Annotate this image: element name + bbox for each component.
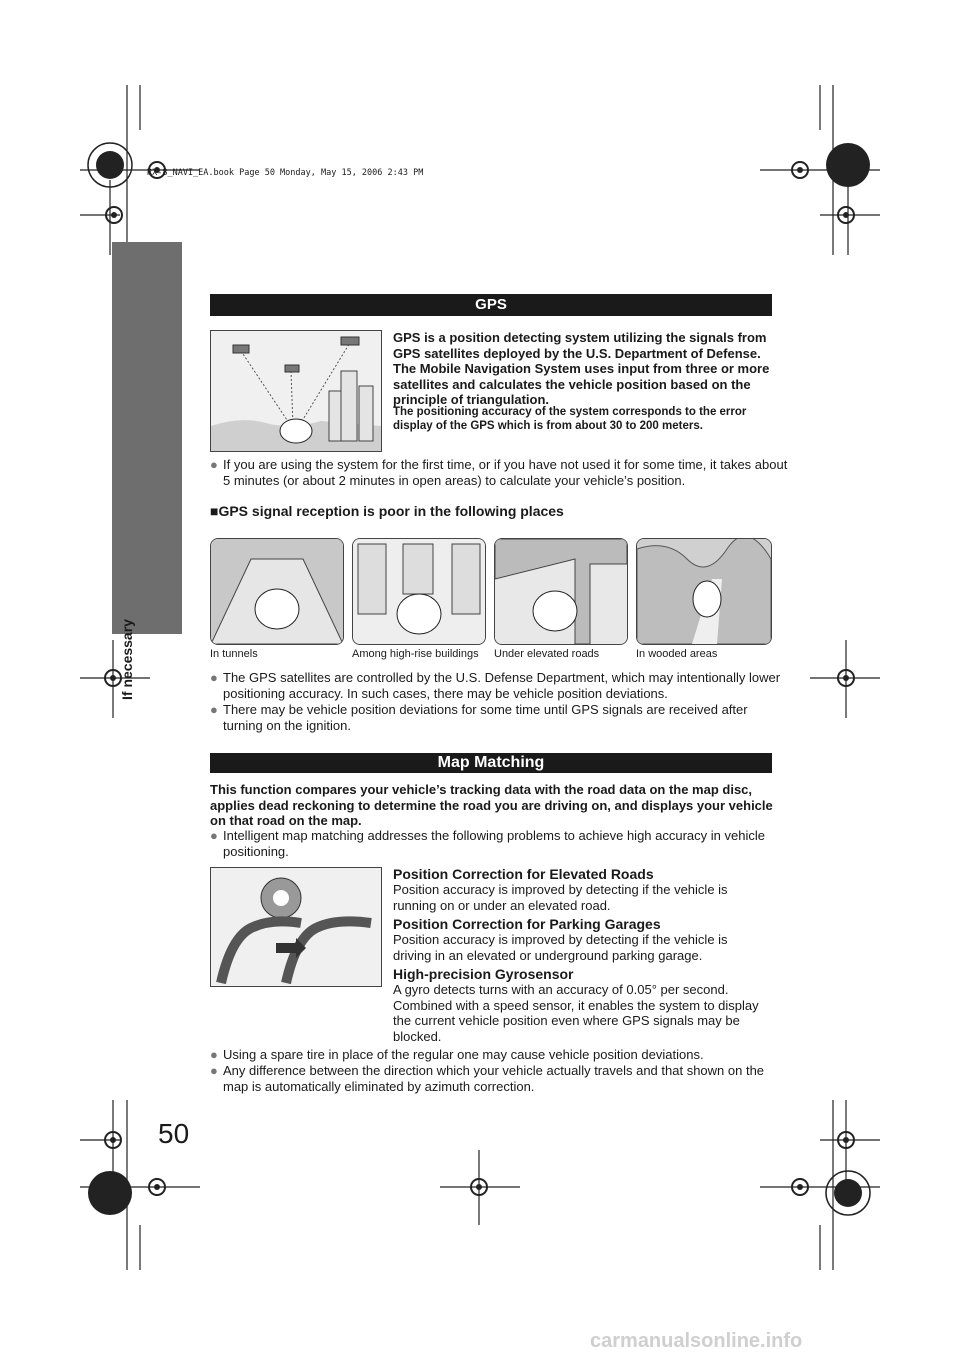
- feature-text-gyro: A gyro detects turns with an accuracy of 0.05° per second. Combined with a speed sensor, it enables the system to display the current vehicle position even where GPS signals may be blocked.: [393, 982, 759, 1044]
- bullet-dot-icon: ●: [210, 1063, 218, 1078]
- caption-elevated-roads: Under elevated roads: [494, 648, 600, 660]
- map-matching-illustration: [210, 867, 382, 987]
- bullet-dot-icon: ●: [210, 702, 218, 717]
- caption-high-rise: Among high-rise buildings: [352, 648, 479, 660]
- map-matching-intro: This function compares your vehicle’s tracking data with the road data on the map disc, applies dead reckoning to determine the road you are driving on, and displays your vehicle on that road on the map.: [210, 782, 773, 828]
- gps-bullet-defense: ● The GPS satellites are controlled by the U.S. Defense Department, which may intentionally lower positioning accuracy. In such cases, there may be vehicle position deviations.: [210, 670, 781, 701]
- gps-accuracy-note: The positioning accuracy of the system corresponds to the error display of the GPS which is from about 30 to 200 meters.: [393, 406, 747, 432]
- gps-satellite-illustration: [210, 330, 382, 452]
- map-matching-bullet-spare-tire: ● Using a spare tire in place of the regular one may cause vehicle position deviations.: [210, 1047, 704, 1062]
- feature-text-parking: Position accuracy is improved by detecting if the vehicle is driving in an elevated or underground parking garage.: [393, 932, 728, 963]
- feature-text-elevated: Position accuracy is improved by detecting if the vehicle is running on or under an elevated road.: [393, 882, 728, 913]
- gps-banner: GPS: [210, 294, 772, 316]
- bullet-dot-icon: ●: [210, 828, 218, 843]
- bullet-dot-icon: ●: [210, 1047, 218, 1062]
- page-number: 50: [158, 1118, 190, 1149]
- map-matching-bullet-azimuth: ● Any difference between the direction which your vehicle actually travels and that shown on the map is automatically eliminated by azimuth correction.: [210, 1063, 765, 1094]
- high-rise-illustration: [352, 538, 486, 645]
- gps-bullet-ignition: ● There may be vehicle position deviations for some time until GPS signals are received after turning on the ignition.: [210, 702, 748, 733]
- gps-intro: GPS is a position detecting system utilizing the signals from GPS satellites deployed by the U.S. Department of Defense. The Mobile Navigation System uses input from three or more satellites and calculates the vehicle position based on the principle of triangulation.: [393, 330, 770, 407]
- gps-poor-reception-heading: ■GPS signal reception is poor in the following places: [210, 503, 564, 519]
- bullet-dot-icon: ●: [210, 457, 218, 472]
- elevated-road-illustration: [494, 538, 628, 645]
- bullet-dot-icon: ●: [210, 670, 218, 685]
- feature-title-elevated: Position Correction for Elevated Roads: [393, 866, 654, 882]
- section-side-tab: [112, 242, 182, 634]
- map-matching-bullet-intelligent: ● Intelligent map matching addresses the following problems to achieve high accuracy in vehicle positioning.: [210, 828, 765, 859]
- feature-title-parking: Position Correction for Parking Garages: [393, 916, 661, 932]
- feature-title-gyro: High-precision Gyrosensor: [393, 966, 574, 982]
- map-matching-banner: Map Matching: [210, 753, 772, 773]
- print-header: RX-8_NAVI_EA.book Page 50 Monday, May 15, 2006 2:43 PM: [147, 168, 424, 178]
- caption-tunnels: In tunnels: [210, 648, 258, 660]
- tunnel-illustration: [210, 538, 344, 645]
- wooded-area-illustration: [636, 538, 772, 645]
- gps-bullet-first-use: ● If you are using the system for the first time, or if you have not used it for some time, it takes about 5 minutes (or about 2 minutes in open areas) to calculate your vehicle’s position.: [210, 457, 788, 488]
- side-tab-label: If necessary: [119, 619, 135, 700]
- watermark: carmanualsonline.info: [590, 1330, 803, 1352]
- caption-wooded-areas: In wooded areas: [636, 648, 718, 660]
